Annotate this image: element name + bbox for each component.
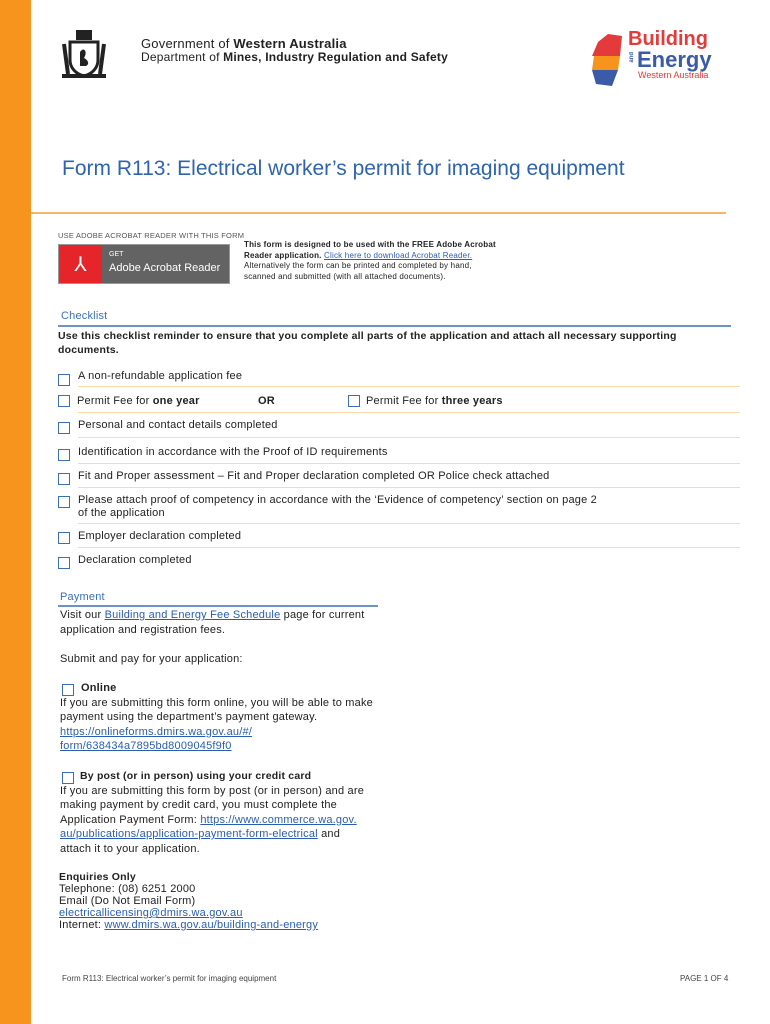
fee-label: A non-refundable application fee <box>78 370 243 382</box>
acrobat-info: This form is designed to be used with the FREE Adobe Acrobat Reader application. Click here to download Acrobat Reader. Alternatively the form can be printed and completed by hand, scanned and submitted (with all attached documents). <box>244 240 496 281</box>
website-link[interactable]: www.dmirs.wa.gov.au/building-and-energy <box>104 919 319 931</box>
online-form-link[interactable]: https://onlineforms.dmirs.wa.gov.au/#/ <box>60 726 253 738</box>
payment-rule <box>58 605 378 607</box>
declaration-checkbox[interactable] <box>58 557 70 569</box>
building-energy-logo: Building and Energy Western Australia <box>590 30 740 90</box>
fee-checkbox[interactable] <box>58 374 70 386</box>
gov-line2: Department of Mines, Industry Regulation and Safety <box>141 50 448 64</box>
online-form-link-cont[interactable]: form/638434a7895bd8009045f9f0 <box>60 740 232 752</box>
fee-schedule-text: Visit our Building and Energy Fee Schedule page for current <box>60 609 365 621</box>
wa-crest-logo <box>62 28 106 80</box>
checklist-item: Identification in accordance with the Proof of ID requirements <box>78 446 388 458</box>
one-year-label: Permit Fee for one year <box>77 395 200 407</box>
get-acrobat-button[interactable] <box>58 244 230 284</box>
product-label: Adobe Acrobat Reader <box>109 262 221 274</box>
checklist-item: Employer declaration completed <box>78 530 242 542</box>
item-rule <box>78 437 740 438</box>
post-checkbox[interactable] <box>62 772 74 784</box>
acrobat-label: USE ADOBE ACROBAT READER WITH THIS FORM <box>58 231 245 240</box>
download-acrobat-link[interactable]: Click here to download Acrobat Reader. <box>324 250 473 260</box>
checklist-intro: Use this checklist reminder to ensure that you complete all parts of the application and attach all necessary supporting documents. <box>58 330 677 356</box>
get-label: GET <box>109 251 124 258</box>
item-rule <box>78 386 740 387</box>
contact-details-checkbox[interactable] <box>58 422 70 434</box>
enquiries-email-link[interactable]: electricallicensing@dmirs.wa.gov.au <box>59 907 243 919</box>
three-years-checkbox[interactable] <box>348 395 360 407</box>
fee-schedule-link[interactable]: Building and Energy Fee Schedule <box>104 609 281 621</box>
item-rule <box>78 463 740 464</box>
footer-title: Form R113: Electrical worker’s permit for imaging equipment <box>62 974 277 983</box>
fee-schedule-text2: application and registration fees. <box>60 624 226 636</box>
identification-checkbox[interactable] <box>58 449 70 461</box>
online-text: payment using the department’s payment gateway. <box>60 711 318 723</box>
orange-side-strip <box>0 0 31 1024</box>
competency-checkbox[interactable] <box>58 496 70 508</box>
page-number: PAGE 1 OF 4 <box>680 974 729 983</box>
checklist-item: Personal and contact details completed <box>78 419 278 431</box>
post-text: making payment by credit card, you must complete the <box>60 799 337 811</box>
fit-proper-checkbox[interactable] <box>58 473 70 485</box>
enquiries-internet: Internet: www.dmirs.wa.gov.au/building-and-energy <box>59 919 319 931</box>
payment-form-link[interactable]: https://www.commerce.wa.gov. <box>200 814 357 826</box>
checklist-item: Fit and Proper assessment – Fit and Proper declaration completed OR Police check attached <box>78 470 550 482</box>
checklist-item-cont: of the application <box>78 507 165 519</box>
post-text: attach it to your application. <box>60 843 200 855</box>
page-title: Form R113: Electrical worker’s permit for imaging equipment <box>62 157 625 180</box>
checklist-item: Please attach proof of competency in accordance with the ‘Evidence of competency’ section on page 2 <box>78 494 597 506</box>
checklist-rule <box>58 325 731 327</box>
post-text: au/publications/application-payment-form-electrical and <box>60 828 341 840</box>
item-rule <box>78 412 740 413</box>
or-label: OR <box>258 395 275 407</box>
title-divider <box>31 212 726 214</box>
checklist-item: Declaration completed <box>78 554 192 566</box>
item-rule <box>78 547 740 548</box>
checklist-heading: Checklist <box>61 310 108 322</box>
online-label: Online <box>81 682 117 694</box>
acrobat-icon: ⅄ <box>59 245 102 283</box>
post-text: If you are submitting this form by post (or in person) and are <box>60 785 365 797</box>
item-rule <box>78 523 740 524</box>
payment-form-link-cont[interactable]: au/publications/application-payment-form-electrical <box>60 828 318 840</box>
enquiries-heading: Enquiries Only <box>59 871 136 883</box>
payment-heading: Payment <box>60 591 105 603</box>
item-rule <box>78 487 740 488</box>
employer-declaration-checkbox[interactable] <box>58 532 70 544</box>
gov-line1: Government of Western Australia <box>141 36 347 51</box>
post-label: By post (or in person) using your credit card <box>80 770 312 782</box>
online-checkbox[interactable] <box>62 684 74 696</box>
online-text: If you are submitting this form online, you will be able to make <box>60 697 374 709</box>
post-text: Application Payment Form: https://www.commerce.wa.gov. <box>60 814 357 826</box>
one-year-checkbox[interactable] <box>58 395 70 407</box>
submit-text: Submit and pay for your application: <box>60 653 243 665</box>
three-years-label: Permit Fee for three years <box>366 395 503 407</box>
enquiries-phone: Telephone: (08) 6251 2000 <box>59 883 196 895</box>
enquiries-email-label: Email (Do Not Email Form) <box>59 895 196 907</box>
